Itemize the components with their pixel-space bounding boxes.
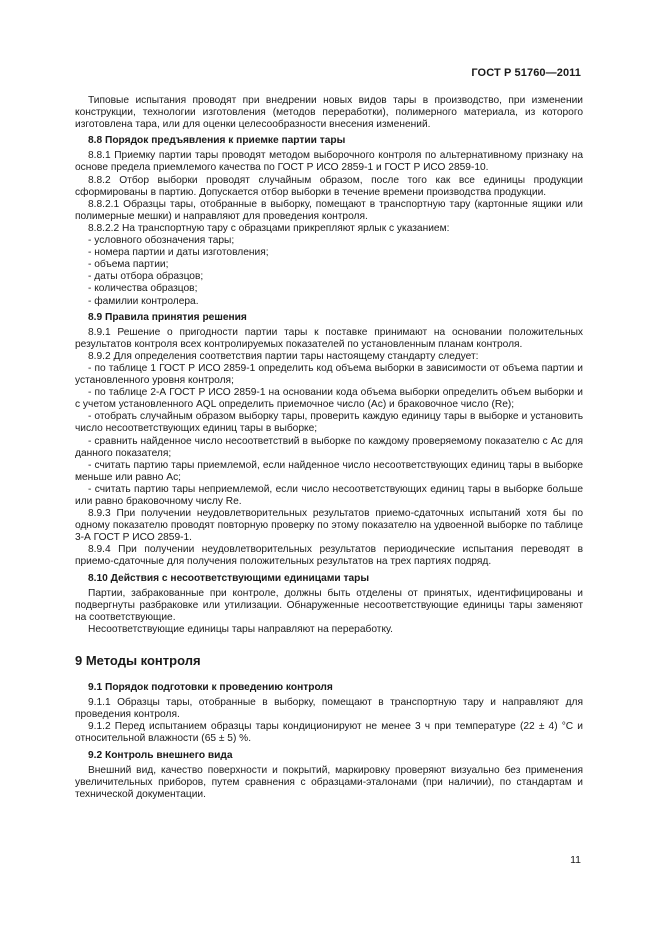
paragraph-9-1-1: 9.1.1 Образцы тары, отобранные в выборку, помещают в транспортную тару и направляют для проведения контроля.	[75, 697, 583, 721]
paragraph-9-2: Внешний вид, качество поверхности и покрытий, маркировку проверяют визуально без применения увеличительных приборов, путем сравнения с образцами-эталонами (при наличии), по стандартам и технической документации.	[75, 764, 583, 800]
rule-item: - по таблице 1 ГОСТ Р ИСО 2859-1 определить код объема выборки в зависимости от объема партии и установленного уровня контроля;	[75, 362, 583, 387]
page-number: 11	[570, 854, 581, 866]
paragraph-8-8-1: 8.8.1 Приемку партии тары проводят методом выборочного контроля по альтернативному признаку на основе предела приемлемого качества по ГОСТ Р ИСО 2859-1 и ГОСТ Р ИСО 2859-10.	[75, 150, 583, 174]
section-heading-9-2: 9.2 Контроль внешнего вида	[88, 749, 233, 761]
paragraph-8-9-3: 8.9.3 При получении неудовлетворительных результатов приемо-сдаточных испытаний хотя бы по одному показателю проводят повторную проверку по этому показателю на удвоенной выборке по таблице 3-А ГОСТ Р ИСО 2859-1.	[75, 508, 583, 544]
section-heading-8-8: 8.8 Порядок предъявления к приемке партии тары	[88, 135, 346, 147]
paragraph-8-10-a: Партии, забракованные при контроле, должны быть отделены от принятых, идентифицированы и подвергнуты разбраковке или утилизации. Обнаруженные несоответствующие единицы тары заменяют на соответствующие.	[75, 587, 583, 623]
paragraph-8-10-b: Несоответствующие единицы тары направляют на переработку.	[88, 623, 393, 635]
list-item: - фамилии контролера.	[88, 295, 199, 307]
paragraph-8-8-2-2: 8.8.2.2 На транспортную тару с образцами прикрепляют ярлык с указанием:	[88, 222, 450, 234]
list-item: - номера партии и даты изготовления;	[88, 247, 269, 259]
paragraph-8-9-1: 8.9.1 Решение о пригодности партии тары к поставке принимают на основании положительных результатов контроля всех контролируемых показателей по установленным планам контроля.	[75, 326, 583, 350]
paragraph-8-8-2: 8.8.2 Отбор выборки проводят случайным образом, после того как все единицы продукции сформированы в партию. Допускается отбор выборки в течение времени производства продукции.	[75, 174, 583, 198]
section-heading-9: 9 Методы контроля	[75, 653, 201, 669]
paragraph-8-9-4: 8.9.4 При получении неудовлетворительных результатов периодические испытания переводят в приемо-сдаточные для получения положительных результатов на трех партиях подряд.	[75, 544, 583, 568]
paragraph-8-8-2-1: 8.8.2.1 Образцы тары, отобранные в выборку, помещают в транспортную тару (картонные ящики или полимерные мешки) и направляют для проведения контроля.	[75, 198, 583, 222]
paragraph-9-1-2: 9.1.2 Перед испытанием образцы тары кондиционируют не менее 3 ч при температуре (22 ± 4) °С и относительной влажности (65 ± 5) %.	[75, 721, 583, 745]
section-heading-8-9: 8.9 Правила принятия решения	[88, 311, 247, 323]
list-item: - количества образцов;	[88, 283, 198, 295]
section-heading-9-1: 9.1 Порядок подготовки к проведению контроля	[88, 682, 333, 694]
standard-header: ГОСТ Р 51760—2011	[471, 67, 581, 79]
list-item: - объема партии;	[88, 259, 169, 271]
rule-item: - отобрать случайным образом выборку тары, проверить каждую единицу тары в выборке и установить число несоответствующих единиц тары в выборке;	[75, 411, 583, 435]
list-item: - условного обозначения тары;	[88, 235, 235, 247]
paragraph-8-9-2: 8.9.2 Для определения соответствия партии тары настоящему стандарту следует:	[88, 350, 479, 362]
rule-item: - считать партию тары приемлемой, если найденное число несоответствующих единиц тары в выборке меньше или равно Ac;	[75, 459, 583, 483]
intro-paragraph: Типовые испытания проводят при внедрении новых видов тары в производство, при изменении конструкции, технологии изготовления (методов переработки), полимерного материала, из которого изготовлена тара, или для оценки целесообразности внесения изменений.	[75, 95, 583, 131]
list-item: - даты отбора образцов;	[88, 271, 204, 283]
rule-item: - по таблице 2-А ГОСТ Р ИСО 2859-1 на основании кода объема выборки определить объем выборки и с учетом установленного AQL определить приемочное число (Ac) и браковочное число (Re);	[75, 387, 583, 411]
rule-item: - сравнить найденное число несоответствий в выборке по каждому проверяемому показателю с Ac для данного показателя;	[75, 435, 583, 459]
section-heading-8-10: 8.10 Действия с несоответствующими единицами тары	[88, 572, 370, 584]
document-body	[75, 95, 583, 801]
rule-item: - считать партию тары неприемлемой, если число несоответствующих единиц тары в выборке больше или равно браковочному числу Re.	[75, 483, 583, 507]
